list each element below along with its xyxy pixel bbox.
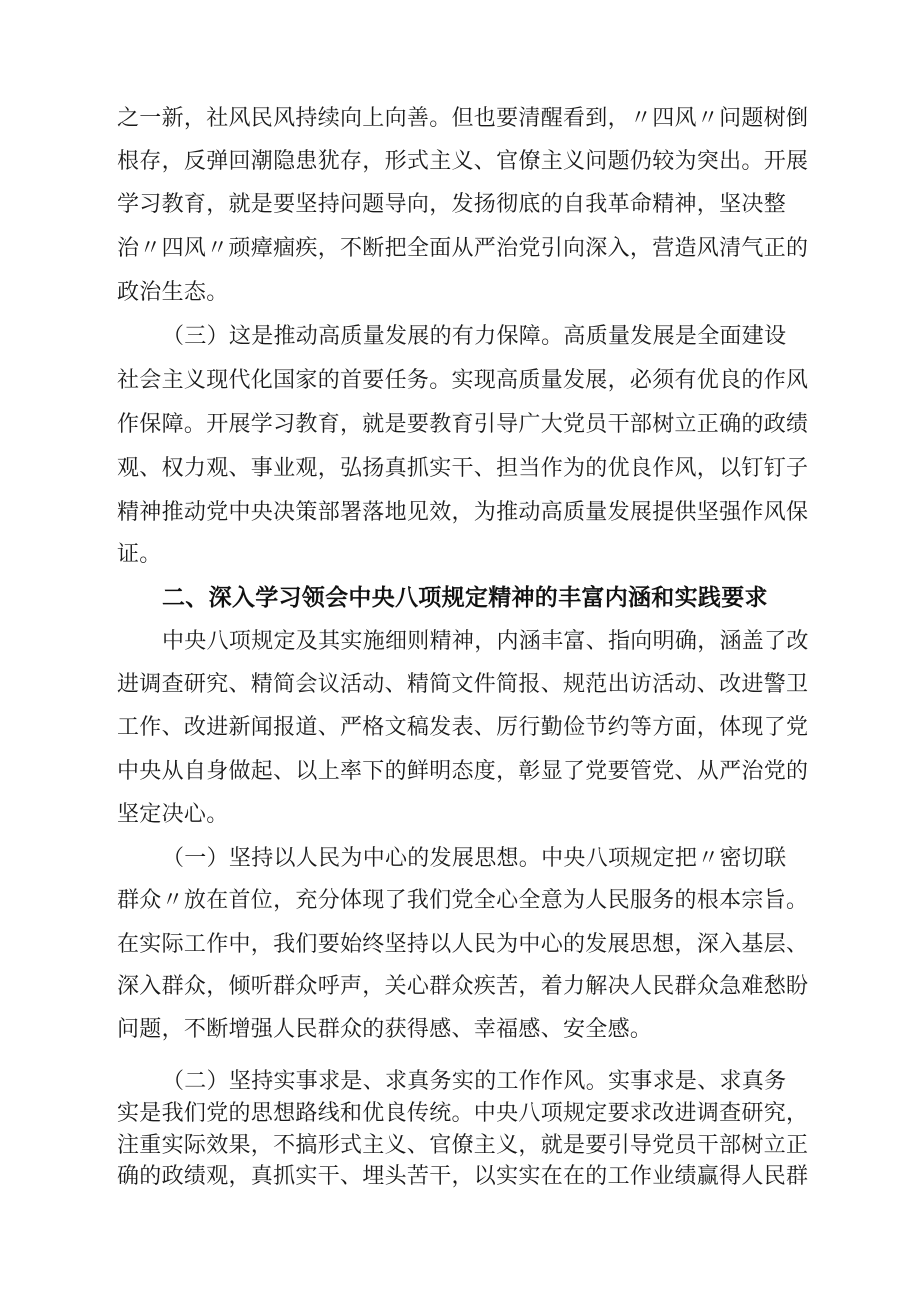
text-line: 群众〃放在首位，充分体现了我们党全心全意为人民服务的根本宗旨。: [117, 888, 809, 913]
text-line: 根存，反弹回潮隐患犹存，形式主义、官僚主义问题仍较为突出。开展: [117, 149, 809, 174]
text-line: 深入群众，倾听群众呼声，关心群众疾苦，着力解决人民群众急难愁盼: [117, 974, 809, 999]
text-line: 社会主义现代化国家的首要任务。实现高质量发展，必须有优良的作风: [117, 368, 809, 393]
text-line: 中央八项规定及其实施细则精神，内涵丰富、指向明确，涵盖了改: [162, 629, 809, 654]
text-line: 中央从自身做起、以上率下的鲜明态度，彰显了党要管党、从严治党的: [117, 759, 809, 784]
text-line: 问题，不断增强人民群众的获得感、幸福感、安全感。: [117, 1017, 653, 1042]
text-line: 治〃四风〃顽瘴痼疾，不断把全面从严治党引向深入，营造风清气正的: [117, 236, 809, 261]
text-line: （一）坚持以人民为中心的发展思想。中央八项规定把〃密切联: [162, 846, 787, 871]
text-line: 政治生态。: [117, 280, 229, 305]
section-heading: 二、深入学习领会中央八项规定精神的丰富内涵和实践要求: [162, 585, 768, 611]
text-line: （三）这是推动高质量发展的有力保障。高质量发展是全面建设: [162, 324, 787, 349]
text-line: 进调查研究、精简会议活动、精简文件简报、规范出访活动、改进警卫: [117, 672, 809, 697]
text-line: 作保障。开展学习教育，就是要教育引导广大党员干部树立正确的政绩: [117, 412, 809, 437]
text-line: 在实际工作中，我们要始终坚持以人民为中心的发展思想，深入基层、: [117, 932, 809, 957]
text-line: 确的政绩观，真抓实干、埋头苦干，以实实在在的工作业绩赢得人民群: [117, 1164, 809, 1189]
text-line: 实是我们党的思想路线和优良传统。中央八项规定要求改进调查研究，: [117, 1101, 809, 1126]
text-line: 精神推动党中央决策部署落地见效，为推动高质量发展提供坚强作风保: [117, 500, 809, 525]
text-line: 学习教育，就是要坚持问题导向，发扬彻底的自我革命精神，坚决整: [117, 192, 787, 217]
text-line: （二）坚持实事求是、求真务实的工作作风。实事求是、求真务: [162, 1069, 787, 1094]
text-line: 注重实际效果，不搞形式主义、官僚主义，就是要引导党员干部树立正: [117, 1133, 809, 1158]
text-line: 坚定决心。: [117, 802, 229, 827]
text-line: 之一新，社风民风持续向上向善。但也要清醒看到，〃四风〃问题树倒: [117, 106, 809, 131]
text-line: 工作、改进新闻报道、严格文稿发表、厉行勤俭节约等方面，体现了党: [117, 715, 809, 740]
text-line: 证。: [117, 542, 162, 567]
text-line: 观、权力观、事业观，弘扬真抓实干、担当作为的优良作风，以钉钉子: [117, 456, 809, 481]
